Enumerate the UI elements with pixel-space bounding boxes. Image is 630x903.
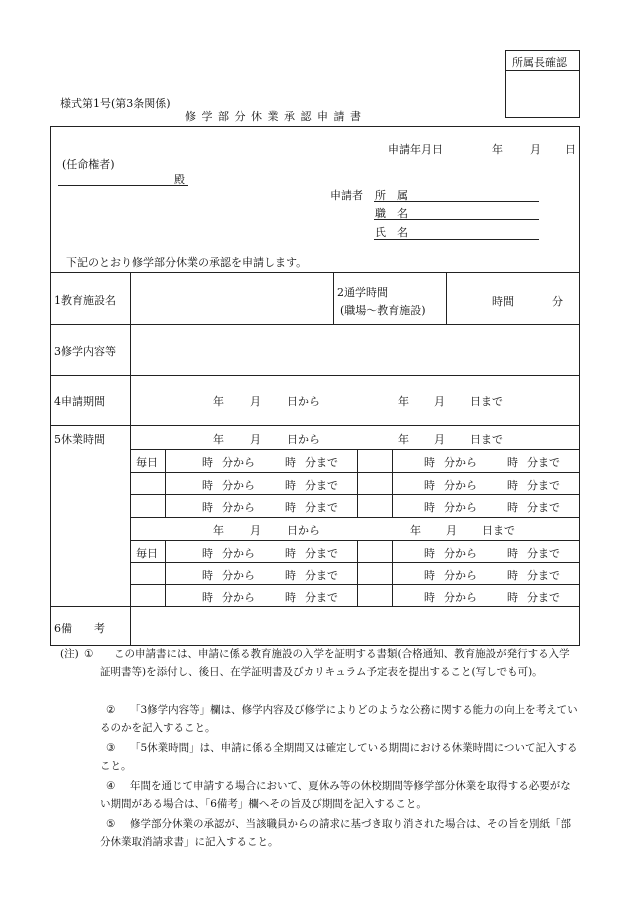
leave1-r-r2-to: 分まで (527, 479, 560, 492)
notes-prefix: (注) (60, 648, 79, 660)
note-3: 「5休業時間」は、申請に係る全期間又は確定している期間における休業時間について記入すること。 (100, 742, 578, 772)
leave2-r-r2-from: 分から (444, 569, 477, 582)
leave2-every-day: 毎日 (136, 547, 158, 560)
period-start-month: 月 (250, 395, 261, 408)
applicant-label: 申請者 (330, 189, 363, 202)
leave1-r-r1-to: 分まで (527, 456, 560, 469)
period-label: 4申請期間 (54, 395, 105, 408)
leave-label: 5休業時間 (54, 433, 105, 446)
date-month: 月 (530, 143, 541, 156)
leave2-r-r1-h2: 時 (507, 547, 518, 560)
period-end-year: 年 (398, 395, 409, 408)
leave-grid-h5 (130, 540, 580, 541)
commute-col-line-1 (333, 272, 334, 324)
leave2-r-r3-h1: 時 (424, 591, 435, 604)
leave-grid-h4 (130, 517, 580, 518)
leave1-r-r3-from: 分から (444, 501, 477, 514)
note-1-mark: ① (84, 648, 94, 660)
institution-label: 1教育施設名 (54, 294, 116, 307)
leave1-l-r2-h2: 時 (285, 479, 296, 492)
leave1-r-r1-h1: 時 (424, 456, 435, 469)
leave1-l-r3-h2: 時 (285, 501, 296, 514)
date-day: 日 (565, 143, 576, 156)
leave1-r-r2-from: 分から (444, 479, 477, 492)
leave2-end-year: 年 (410, 524, 421, 537)
leave1-end-year: 年 (398, 433, 409, 446)
date-year: 年 (492, 143, 503, 156)
commute-label: 2通学時間 (337, 286, 388, 299)
leave1-end-month: 月 (434, 433, 445, 446)
note-1: この申請書には、申請に係る教育施設の入学を証明する書類(合格通知、教育施設が発行する入学証明書等)を添付し、後日、在学証明書及びカリキュラム予定表を提出すること(写しでも可)。 (100, 648, 570, 678)
leave2-end-day: 日まで (482, 524, 515, 537)
leave-grid-v5 (357, 540, 358, 606)
leave2-r-r1-from: 分から (444, 547, 477, 560)
leave1-l-r2-h1: 時 (202, 479, 213, 492)
leave2-l-r1-from: 分から (222, 547, 255, 560)
commute-minute: 分 (552, 295, 563, 308)
leave-grid-h6 (130, 562, 580, 563)
leave2-r-r2-h1: 時 (424, 569, 435, 582)
leave1-r-r1-from: 分から (444, 456, 477, 469)
leave2-l-r3-h2: 時 (285, 591, 296, 604)
leave2-l-r1-h2: 時 (285, 547, 296, 560)
form-title: 修 学 部 分 休 業 承 認 申 請 書 (185, 110, 362, 123)
form-number: 様式第1号(第3条関係) (60, 97, 171, 110)
leave1-r-r3-h2: 時 (507, 501, 518, 514)
leave2-r-r3-from: 分から (444, 591, 477, 604)
honorific: 殿 (174, 173, 185, 186)
leave1-l-r3-h1: 時 (202, 501, 213, 514)
commute-sub: (職場～教育施設) (340, 304, 426, 317)
affiliation-line (374, 201, 539, 202)
note-2-mark: ② (106, 704, 116, 716)
leave2-r-r3-h2: 時 (507, 591, 518, 604)
name-line (374, 239, 539, 240)
leave-grid-v6 (392, 540, 393, 606)
leave-grid-h1 (130, 449, 580, 450)
leave-grid-v3 (392, 449, 393, 517)
position-label: 職 名 (375, 207, 408, 220)
leave2-r-r2-to: 分まで (527, 569, 560, 582)
leave2-l-r2-to: 分まで (305, 569, 338, 582)
leave1-start-day: 日から (287, 433, 320, 446)
position-line (374, 219, 539, 220)
note-4-mark: ④ (106, 780, 116, 792)
leave1-r-r1-h2: 時 (507, 456, 518, 469)
leave2-end-month: 月 (446, 524, 457, 537)
leave2-l-r2-h1: 時 (202, 569, 213, 582)
leave-grid-h3 (130, 494, 580, 495)
leave2-r-r1-h1: 時 (424, 547, 435, 560)
leave-grid-h7 (130, 584, 580, 585)
leave1-start-year: 年 (213, 433, 224, 446)
leave1-l-r1-h1: 時 (202, 456, 213, 469)
leave1-end-day: 日まで (470, 433, 503, 446)
date-label: 申請年月日 (388, 143, 443, 156)
leave1-every-day: 毎日 (136, 456, 158, 469)
leave1-r-r2-h2: 時 (507, 479, 518, 492)
period-end-month: 月 (434, 395, 445, 408)
leave1-l-r1-to: 分まで (305, 456, 338, 469)
leave2-l-r3-h1: 時 (202, 591, 213, 604)
leave1-l-r2-to: 分まで (305, 479, 338, 492)
leave-grid-v2 (357, 449, 358, 517)
name-label: 氏 名 (375, 226, 408, 239)
leave2-r-r3-to: 分まで (527, 591, 560, 604)
leave-grid-v1 (165, 449, 166, 517)
leave-grid-h2 (130, 472, 580, 473)
note-2: 「3修学内容等」欄は、修学内容及び修学によりどのような公務に関する能力の向上を考えているのかを記入すること。 (100, 704, 578, 734)
leave2-r-r1-to: 分まで (527, 547, 560, 560)
leave1-l-r3-from: 分から (222, 501, 255, 514)
leave1-r-r3-h1: 時 (424, 501, 435, 514)
leave-grid-v4 (165, 540, 166, 606)
period-start-year: 年 (213, 395, 224, 408)
leave2-l-r1-h1: 時 (202, 547, 213, 560)
leave2-l-r2-from: 分から (222, 569, 255, 582)
request-text: 下記のとおり修学部分休業の承認を申請します。 (66, 256, 308, 269)
leave1-l-r1-h2: 時 (285, 456, 296, 469)
period-start-day: 日から (287, 395, 320, 408)
leave2-r-r2-h2: 時 (507, 569, 518, 582)
leave2-l-r1-to: 分まで (305, 547, 338, 560)
leave2-start-year: 年 (213, 524, 224, 537)
note-5-mark: ⑤ (106, 818, 116, 830)
leave1-l-r3-to: 分まで (305, 501, 338, 514)
confirm-divider (505, 70, 580, 71)
affiliation-label: 所 属 (375, 189, 408, 202)
note-4: 年間を通じて申請する場合において、夏休み等の休校期間等修学部分休業を取得する必要がない期間がある場合は、「6備考」欄へその旨及び期間を記入すること。 (100, 780, 571, 810)
leave2-l-r2-h2: 時 (285, 569, 296, 582)
leave1-r-r3-to: 分まで (527, 501, 560, 514)
commute-hour: 時間 (492, 295, 514, 308)
period-end-day: 日まで (470, 395, 503, 408)
appointer-label: (任命権者) (62, 158, 115, 171)
label-col-line (130, 272, 131, 646)
confirm-label: 所属長確認 (512, 56, 567, 69)
leave1-r-r2-h1: 時 (424, 479, 435, 492)
leave2-l-r3-to: 分まで (305, 591, 338, 604)
leave1-l-r1-from: 分から (222, 456, 255, 469)
leave2-start-month: 月 (250, 524, 261, 537)
note-3-mark: ③ (106, 742, 116, 754)
note-5: 修学部分休業の承認が、当該職員からの請求に基づき取り消された場合は、その旨を別紙「部分休業取消請求書」に記入すること。 (100, 818, 571, 848)
leave2-start-day: 日から (287, 524, 320, 537)
commute-col-line-2 (446, 272, 447, 324)
leave1-start-month: 月 (250, 433, 261, 446)
appointer-line (58, 185, 188, 186)
remarks-label: 6備 考 (54, 622, 105, 635)
content-label: 3修学内容等 (54, 345, 116, 358)
leave2-l-r3-from: 分から (222, 591, 255, 604)
leave1-l-r2-from: 分から (222, 479, 255, 492)
